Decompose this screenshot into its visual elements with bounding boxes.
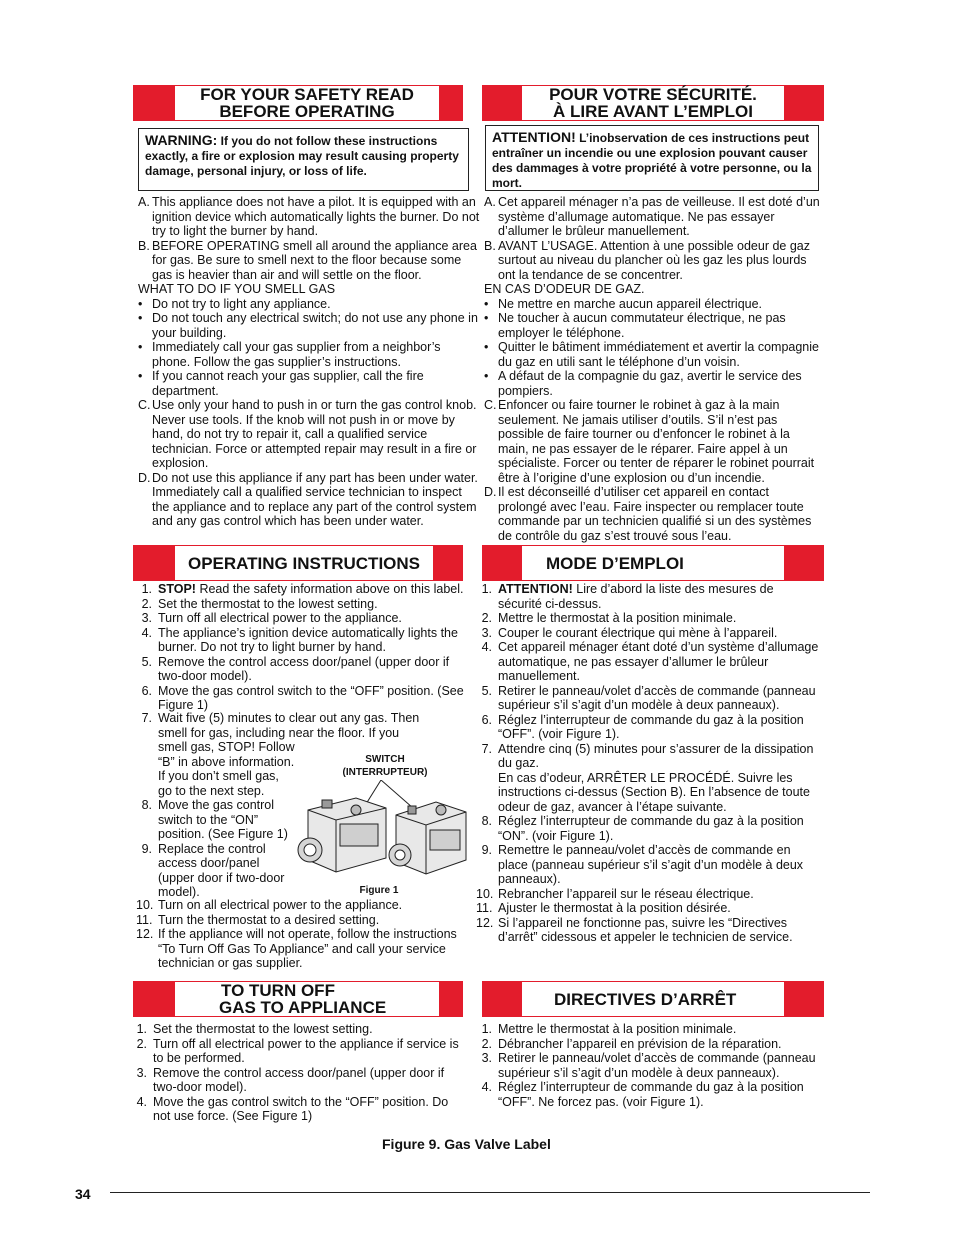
item-label: 8. xyxy=(481,814,492,828)
footer-rule xyxy=(110,1192,870,1193)
item-text: If the appliance will not operate, follow the instructions “To Turn Off Gas To Appliance” and call your service technician or gas supplier. xyxy=(158,927,457,970)
item-label: 4. xyxy=(136,1094,147,1109)
item-text: Remove the control access door/panel (upper door if two-door model). xyxy=(158,654,450,683)
item-label: D. xyxy=(484,485,497,499)
item-text: Replace the control access door/panel (upper door if two-door model). xyxy=(158,841,285,899)
list-item xyxy=(138,297,480,312)
warning-box-fr xyxy=(485,125,819,191)
list-item xyxy=(138,311,480,340)
operating-fr-header xyxy=(482,545,824,581)
item-text: Ne mettre en marche aucun appareil électrique. xyxy=(498,296,763,311)
list-item xyxy=(138,398,480,471)
figure-caption: Figure 9. Gas Valve Label xyxy=(382,1136,551,1152)
item-label: 12. xyxy=(136,927,154,941)
list-item xyxy=(138,842,295,900)
item-text: EN CAS D’ODEUR DE GAZ. xyxy=(484,282,645,296)
operating-fr-list xyxy=(478,582,820,945)
item-text: Turn the thermostat to a desired setting. xyxy=(158,912,380,927)
item-text: Set the thermostat to the lowest setting. xyxy=(158,596,378,611)
operating-en-title: OPERATING INSTRUCTIONS xyxy=(187,553,421,573)
item-text: Ajuster le thermostat à la position désirée. xyxy=(498,901,731,915)
item-text: BEFORE OPERATING smell all around the appliance area for gas. Be sure to smell next to the floor because some gas is heavier than air and will settle on the floor. xyxy=(152,238,477,282)
item-label: B. xyxy=(484,238,496,253)
item-text: Rebrancher l’appareil sur le réseau électrique. xyxy=(498,886,754,901)
item-text: Attendre cinq (5) minutes pour s’assurer de la dissipation du gaz. xyxy=(498,741,814,770)
operating-en-list xyxy=(138,582,470,713)
switch-label-line2: (INTERRUPTEUR) xyxy=(342,767,428,778)
item-text: En cas d’odeur, ARRÊTER LE PROCÉDÉ. Suivre les instructions ci-dessus (Section B). En l’absence de toute odeur de gaz, avancer à l’étape suivante. xyxy=(498,770,810,814)
list-item xyxy=(478,843,820,887)
item-label: • xyxy=(138,340,143,354)
warning-label: WARNING: xyxy=(145,132,218,148)
item-label: 2. xyxy=(481,611,492,625)
item-label: 8. xyxy=(141,798,152,812)
attention-label: ATTENTION! xyxy=(492,129,576,145)
list-item xyxy=(478,713,820,742)
list-item xyxy=(484,195,820,239)
item-label: 4. xyxy=(481,1080,492,1094)
item-label: • xyxy=(484,311,489,325)
list-item xyxy=(484,340,820,369)
item-text: Couper le courant électrique qui mène à l’appareil. xyxy=(498,625,778,640)
item-text: Move the gas control switch to the “OFF” position. (See Figure 1) xyxy=(158,683,464,712)
item-label: • xyxy=(138,369,143,383)
item-text: Cet appareil ménager étant doté d’un système d’allumage automatique, ne pas essayer d’allumer le brûleur manuellement. xyxy=(498,640,819,683)
item-label: 11. xyxy=(136,912,153,927)
item-bold: STOP! xyxy=(158,582,196,596)
list-item xyxy=(138,927,470,971)
item-text: Retirer le panneau/volet d’accès de commande (panneau supérieur s’il s’agit d’un modèle à deux panneaux). xyxy=(498,1051,816,1080)
list-item xyxy=(478,901,820,916)
turnoff-en-header xyxy=(133,981,463,1017)
item-text: This appliance does not have a pilot. It is equipped with an ignition device which automatically lights the burner. Do not try to light the burner by hand. xyxy=(152,195,480,238)
item-label: 10. xyxy=(136,898,154,912)
switch-label-line1: SWITCH xyxy=(365,754,405,765)
list-item xyxy=(138,582,470,597)
item-label: 4. xyxy=(141,625,152,640)
item-label: 3. xyxy=(141,611,152,625)
turnoff-fr-header xyxy=(482,981,824,1017)
item-label: • xyxy=(138,311,143,325)
operating-en-narrow xyxy=(138,740,295,900)
list-item xyxy=(138,898,470,913)
item-label: 1. xyxy=(481,582,492,596)
list-item xyxy=(138,740,295,798)
safety-en-title-1: FOR YOUR SAFETY READ xyxy=(200,85,414,104)
item-label: B. xyxy=(138,238,150,253)
item-text: Débrancher l’appareil en prévision de la réparation. xyxy=(498,1036,782,1051)
list-item xyxy=(484,282,820,297)
item-text: A défaut de la compagnie du gaz, avertir le service des pompiers. xyxy=(498,369,802,398)
list-item xyxy=(138,239,480,283)
item-label: A. xyxy=(138,195,150,209)
warning-text: If you do not follow these instructions exactly, a fire or explosion may result causing property damage, personal injury, or loss of life. xyxy=(145,134,459,178)
item-text: If you cannot reach your gas supplier, call the fire department. xyxy=(152,369,424,398)
list-item xyxy=(478,887,820,902)
turnoff-en-title-2: GAS TO APPLIANCE xyxy=(219,998,387,1017)
item-label: 7. xyxy=(481,741,492,756)
list-item xyxy=(478,814,820,843)
item-label: D. xyxy=(138,470,151,485)
list-item xyxy=(484,369,820,398)
turnoff-en-list xyxy=(133,1022,467,1124)
list-item xyxy=(478,582,820,611)
list-item xyxy=(138,611,470,626)
safety-en-header xyxy=(133,85,463,121)
safety-en-title-2: BEFORE OPERATING xyxy=(219,102,395,121)
figure-1-caption: Figure 1 xyxy=(359,885,399,896)
safety-fr-title-1: POUR VOTRE SÉCURITÉ. xyxy=(549,85,757,104)
item-label: 6. xyxy=(481,712,492,727)
item-text: Remove the control access door/panel (upper door if two-door model). xyxy=(153,1065,445,1094)
item-label: 1. xyxy=(481,1022,492,1036)
list-item xyxy=(478,1037,820,1052)
item-label: 3. xyxy=(481,1051,492,1065)
item-text: Turn off all electrical power to the appliance if service is to be performed. xyxy=(153,1036,459,1065)
item-label: 3. xyxy=(481,625,492,640)
list-item xyxy=(138,340,480,369)
item-label: • xyxy=(484,369,489,383)
item-label: C. xyxy=(138,398,151,412)
list-item xyxy=(138,195,480,239)
item-text: Mettre le thermostat à la position minimale. xyxy=(498,611,737,625)
item-text: Remettre le panneau/volet d’accès de commande en place (panneau supérieur s’il s’agit d’un modèle à deux panneaux). xyxy=(498,843,804,886)
item-label: 7. xyxy=(141,711,152,725)
list-item xyxy=(133,1022,467,1037)
list-item xyxy=(478,640,820,684)
item-text: Set the thermostat to the lowest setting. xyxy=(153,1022,373,1036)
list-item xyxy=(138,626,470,655)
list-item xyxy=(478,916,820,945)
list-item xyxy=(484,297,820,312)
list-item xyxy=(138,471,480,529)
turnoff-fr-title: DIRECTIVES D’ARRÊT xyxy=(554,989,737,1009)
item-text: Si l’appareil ne fonctionne pas, suivre les “Directives d’arrêt” cidessous et appeler le technicien de service. xyxy=(498,915,793,944)
item-label: 1. xyxy=(141,582,152,596)
item-text: Wait five (5) minutes to clear out any gas. Then smell for gas, including near the floor. If you xyxy=(158,711,420,740)
item-text: Read the safety information above on this label. xyxy=(195,582,464,596)
item-label: C. xyxy=(484,398,497,412)
list-item xyxy=(484,311,820,340)
item-text: Enfoncer ou faire tourner le robinet à gaz à la main seulement. Ne jamais utiliser d’outils. S’il n’est pas possible de faire tourner ou d’enfoncer le robinet à la main, ne pas essayer de le réparer. Faire appel à un spécialiste. Forcer ou tenter de réparer le robinet pourrait être à l’origine d’une explosion ou d’un incendie. xyxy=(498,398,815,485)
operating-en-item7 xyxy=(138,711,438,740)
item-label: 5. xyxy=(481,683,492,698)
switch-label xyxy=(330,753,440,779)
item-text: Ne toucher à aucun commutateur électrique, ne pas employer le téléphone. xyxy=(498,311,786,340)
item-text: Do not touch any electrical switch; do not use any phone in your building. xyxy=(152,311,478,340)
item-label: • xyxy=(484,296,489,311)
item-text: Retirer le panneau/volet d’accès de commande (panneau supérieur s’il s’agit d’un modèle à deux panneaux). xyxy=(498,683,816,712)
attention-text: L’inobservation de ces instructions peut entraîner un incendie ou une explosion pouvant causer des dammages à votre propriété à votre personne, ou la mort. xyxy=(492,131,812,190)
operating-fr-title: MODE D’EMPLOI xyxy=(546,553,684,573)
turnoff-fr-list xyxy=(478,1022,820,1109)
list-item xyxy=(138,282,480,297)
item-text: Use only your hand to push in or turn the gas control knob. Never use tools. If the knob will not push in or move by hand, do not try to repair it, call a qualified service technician. Force or attempted repair may result in a fire or explosion. xyxy=(152,398,477,470)
item-text: Réglez l’interrupteur de commande du gaz à la position “OFF”. (voir Figure 1). xyxy=(498,712,804,741)
list-item xyxy=(138,597,470,612)
item-label: • xyxy=(484,340,489,354)
list-item xyxy=(478,611,820,626)
gas-valve-illustration xyxy=(296,780,470,880)
safety-en-list xyxy=(138,195,480,529)
item-text: Do not use this appliance if any part has been under water. Immediately call a qualified service technician to inspect the appliance and to replace any part of the control system and any gas control which has been under water. xyxy=(152,470,478,528)
item-label: 10. xyxy=(476,886,494,901)
item-text: smell gas, STOP! Follow “B” in above information. If you don’t smell gas, go to the next step. xyxy=(158,740,295,798)
safety-fr-header xyxy=(482,85,824,121)
page-number: 34 xyxy=(75,1186,91,1202)
list-item xyxy=(478,684,820,713)
list-item xyxy=(478,1051,820,1080)
item-label: 12. xyxy=(476,915,494,930)
item-text: Turn off all electrical power to the appliance. xyxy=(158,611,402,625)
safety-fr-title-2: À LIRE AVANT L’EMPLOI xyxy=(553,102,753,121)
item-label: • xyxy=(138,296,143,311)
list-item xyxy=(478,742,820,771)
item-text: WHAT TO DO IF YOU SMELL GAS xyxy=(138,282,336,296)
turnoff-en-title-1: TO TURN OFF xyxy=(221,981,335,1000)
item-text: Move the gas control switch to the “ON” position. (See Figure 1) xyxy=(158,798,288,841)
list-item xyxy=(138,711,438,740)
item-label: 2. xyxy=(481,1036,492,1051)
list-item xyxy=(138,369,480,398)
item-text: Do not try to light any appliance. xyxy=(152,296,331,311)
list-item xyxy=(484,398,820,485)
item-text: Il est déconseillé d’utiliser cet appareil en contact prolongé avec l’eau. Faire inspecter ou remplacer toute commande par un technicien qualifié si un des systèmes de contrôle du gaz s’est trouvé sous l’eau. xyxy=(498,485,812,543)
item-label: 9. xyxy=(141,841,152,856)
list-item xyxy=(478,1022,820,1037)
item-text: Lire d’abord la liste des mesures de sécurité ci-dessus. xyxy=(498,582,774,611)
item-label: 11. xyxy=(476,901,493,915)
item-label: A. xyxy=(484,195,496,209)
item-label: 2. xyxy=(141,596,152,611)
safety-fr-list xyxy=(484,195,820,543)
item-label: 4. xyxy=(481,640,492,654)
list-item xyxy=(138,655,470,684)
item-text: Mettre le thermostat à la position minimale. xyxy=(498,1022,737,1036)
item-label: 5. xyxy=(141,654,152,669)
list-item xyxy=(478,626,820,641)
list-item xyxy=(138,913,470,928)
list-item xyxy=(133,1037,467,1066)
list-item xyxy=(133,1066,467,1095)
item-label: 2. xyxy=(136,1036,147,1051)
item-bold: ATTENTION! xyxy=(498,582,573,596)
list-item xyxy=(133,1095,467,1124)
item-text: AVANT L’USAGE. Attention à une possible odeur de gaz surtout au niveau du plancher où les gaz les plus lourds ont la tendance de se concentrer. xyxy=(498,238,810,282)
item-text: Move the gas control switch to the “OFF” position. Do not use force. (See Figure 1) xyxy=(153,1094,449,1123)
item-label: 6. xyxy=(141,683,152,698)
item-text: Immediately call your gas supplier from a neighbor’s phone. Follow the gas supplier’s instructions. xyxy=(152,340,441,369)
list-item xyxy=(478,1080,820,1109)
list-item xyxy=(478,771,820,815)
list-item xyxy=(484,239,820,283)
list-item xyxy=(484,485,820,543)
item-text: Quitter le bâtiment immédiatement et avertir la compagnie du gaz en utili sant le téléphone d’un voisin. xyxy=(498,340,819,369)
item-text: Réglez l’interrupteur de commande du gaz à la position “ON”. (voir Figure 1). xyxy=(498,814,804,843)
item-text: Réglez l’interrupteur de commande du gaz à la position “OFF”. Ne forcez pas. (voir Figure 1). xyxy=(498,1080,804,1109)
item-text: The appliance’s ignition device automatically lights the burner. Do not try to light burner by hand. xyxy=(158,625,458,654)
item-label: 9. xyxy=(481,843,492,857)
item-text: Cet appareil ménager n’a pas de veilleuse. Il est doté d’un système d’allumage automatique. Ne pas essayer d’allumer le brûleur manuellement. xyxy=(498,195,820,238)
list-item xyxy=(138,684,470,713)
item-label: 1. xyxy=(136,1022,147,1036)
operating-en-header xyxy=(133,545,463,581)
item-text: Turn on all electrical power to the appliance. xyxy=(158,898,403,912)
list-item xyxy=(138,798,295,842)
warning-box-en xyxy=(138,128,469,191)
item-label: 3. xyxy=(136,1065,147,1080)
operating-en-end xyxy=(138,898,470,971)
